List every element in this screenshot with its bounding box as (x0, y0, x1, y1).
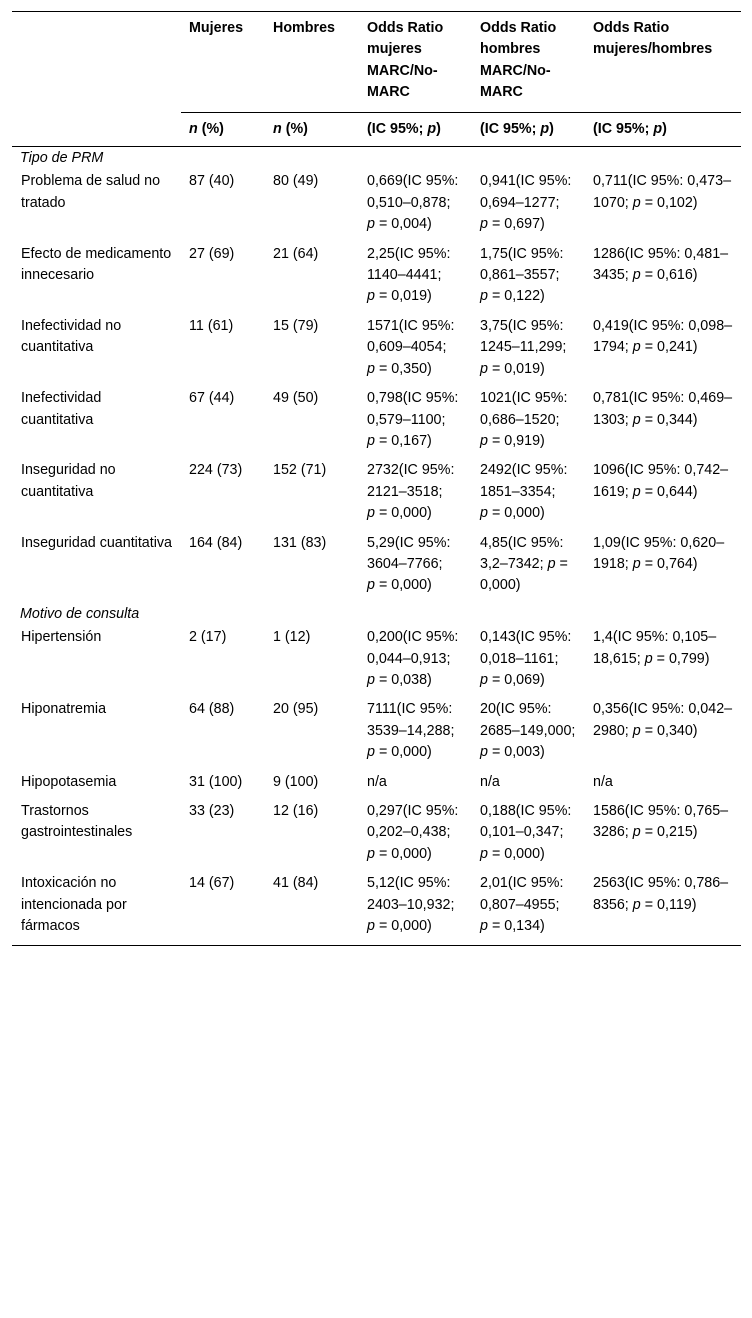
header-mujeres: Mujeres (181, 12, 265, 113)
p-symbol: p (632, 896, 641, 913)
p-symbol: p (480, 918, 488, 935)
p-symbol: p (480, 360, 488, 377)
table-header (12, 12, 741, 147)
header-unit-text: p (540, 120, 550, 137)
table-row (12, 242, 741, 314)
cell-or-hombres (472, 169, 585, 241)
header-unit-text: p (653, 120, 663, 137)
row-label: Inefectividad no cuantitativa (21, 317, 122, 356)
cell-or-mujeres-hombres (585, 770, 741, 799)
cell-hombres: 21 (64) (273, 245, 319, 262)
p-value-text: = 0,019) (378, 288, 432, 305)
row-label: Hipertensión (21, 629, 102, 646)
cell-or-mujeres (359, 871, 472, 946)
ci-text: 0,356(IC 95%: 0,042–2980; (593, 701, 733, 739)
cell-hombres: 152 (71) (273, 462, 327, 479)
section-title: Motivo de consulta (20, 605, 140, 622)
p-symbol: p (367, 845, 375, 862)
ci-text: 2492(IC 95%: 1851–3354; (480, 462, 568, 500)
p-symbol: p (632, 267, 641, 284)
header-unit-text: p (427, 120, 437, 137)
odds-ratio-table (12, 11, 741, 946)
p-symbol: p (480, 216, 488, 233)
ci-text: 0,419(IC 95%: 0,098–1794; (593, 317, 733, 356)
row-label: Trastornos gastrointestinales (21, 803, 133, 841)
p-value-text: = 0,122) (491, 288, 545, 305)
cell-hombres: 9 (100) (273, 773, 319, 790)
p-value-text: = 0,119) (644, 896, 697, 913)
p-symbol: p (367, 505, 375, 522)
row-label: Inseguridad no cuantitativa (21, 462, 116, 500)
ci-text: 4,85(IC 95%: 3,2–7342; (480, 534, 564, 572)
cell-mujeres: 2 (17) (189, 629, 227, 646)
ci-text: 5,29(IC 95%: 3604–7766; (367, 534, 451, 572)
header-unit-empty (12, 112, 181, 146)
ci-text: 2732(IC 95%: 2121–3518; (367, 462, 455, 500)
cell-or-mujeres-hombres (585, 799, 741, 871)
row-label: Hiponatremia (21, 701, 107, 718)
header-unit-text: ) (662, 120, 667, 137)
ci-text: 0,781(IC 95%: 0,469–1303; (593, 390, 733, 428)
header-cell-empty (12, 12, 181, 113)
cell-or-mujeres (359, 770, 472, 799)
p-value-text: = 0,000) (378, 577, 432, 594)
p-symbol: p (480, 505, 488, 522)
header-or-mujeres-hombres: Odds Ratio mujeres/hombres (585, 12, 741, 113)
p-symbol: p (632, 339, 641, 356)
p-value-text: = 0,004) (378, 216, 432, 233)
p-symbol: p (367, 360, 375, 377)
header-unit-or-hombres (472, 112, 585, 146)
ci-text: 1096(IC 95%: 0,742–1619; (593, 462, 729, 500)
p-value-text: = 0,038) (378, 671, 432, 688)
cell-or-mujeres (359, 169, 472, 241)
p-value-text: = 0,003) (491, 744, 545, 761)
cell-or-mujeres-hombres (585, 169, 741, 241)
cell-or-mujeres-hombres (585, 625, 741, 697)
table-row (12, 770, 741, 799)
ci-text: 0,188(IC 95%: 0,101–0,347; (480, 803, 572, 841)
header-unit-text: (%) (197, 120, 224, 137)
p-value-text: = 0,644) (644, 483, 698, 500)
cell-hombres: 20 (95) (273, 701, 319, 718)
header-unit-or-mujeres (359, 112, 472, 146)
cell-hombres: 41 (84) (265, 871, 359, 946)
p-symbol: p (632, 555, 641, 572)
p-value-text: = 0,069) (491, 671, 545, 688)
table-row (12, 799, 741, 871)
p-symbol: p (632, 411, 641, 428)
p-value-text: = 0,241) (644, 339, 698, 356)
ci-text: 1,09(IC 95%: 0,620–1918; (593, 534, 725, 572)
p-value-text: = 0,340) (644, 722, 698, 739)
ci-text: n/a (480, 773, 500, 790)
header-row-titles (12, 12, 741, 113)
ci-text: 3,75(IC 95%: 1245–11,299; (480, 317, 567, 356)
p-value-text: = 0,000) (491, 845, 545, 862)
cell-or-mujeres-hombres (585, 314, 741, 386)
p-symbol: p (480, 845, 488, 862)
cell-hombres: 1 (12) (273, 629, 311, 646)
p-symbol: p (480, 744, 488, 761)
cell-or-hombres (472, 242, 585, 314)
p-symbol: p (632, 722, 641, 739)
p-symbol: p (367, 918, 375, 935)
cell-or-hombres (472, 799, 585, 871)
ci-text: 1586(IC 95%: 0,765–3286; (593, 803, 729, 841)
table-row (12, 314, 741, 386)
p-value-text: = 0,919) (491, 432, 545, 449)
p-value-text: = 0,000) (491, 505, 545, 522)
cell-or-hombres (472, 625, 585, 697)
cell-hombres: 15 (79) (273, 317, 319, 334)
cell-or-mujeres (359, 625, 472, 697)
cell-or-mujeres-hombres (585, 386, 741, 458)
cell-hombres: 12 (16) (273, 803, 319, 819)
p-symbol: p (480, 288, 488, 305)
header-unit-mujeres (181, 112, 265, 146)
header-unit-text: (IC 95%; (480, 120, 541, 137)
p-symbol: p (547, 555, 556, 572)
p-symbol: p (367, 671, 375, 688)
ci-text: 5,12(IC 95%: 2403–10,932; (367, 875, 455, 913)
ci-text: 0,200(IC 95%: 0,044–0,913; (367, 629, 459, 667)
table-body (12, 147, 741, 946)
header-unit-text: n (189, 120, 198, 137)
cell-or-mujeres-hombres (585, 697, 741, 769)
p-value-text: = 0,019) (491, 360, 545, 377)
p-value-text: = 0,134) (491, 918, 545, 935)
cell-or-hombres (472, 531, 585, 603)
cell-or-mujeres (359, 531, 472, 603)
p-symbol: p (480, 671, 488, 688)
table-row (12, 697, 741, 769)
ci-text: 20(IC 95%: 2685–149,000; (480, 701, 576, 739)
p-value-text: = 0,000) (378, 505, 432, 522)
ci-text: 7111(IC 95%: 3539–14,288; (367, 701, 455, 739)
header-unit-text: n (273, 120, 282, 137)
cell-or-mujeres (359, 386, 472, 458)
ci-text: 1571(IC 95%: 0,609–4054; (367, 317, 455, 356)
p-symbol: p (367, 288, 375, 305)
table-row (12, 625, 741, 697)
cell-or-mujeres-hombres (585, 458, 741, 530)
header-unit-text: ) (549, 120, 554, 137)
table-row (12, 871, 741, 946)
row-label: Hipopotasemia (21, 773, 117, 790)
p-value-text: = 0,000) (480, 555, 568, 594)
p-symbol: p (632, 824, 641, 841)
cell-or-mujeres-hombres (585, 531, 741, 603)
cell-mujeres: 33 (23) (189, 803, 235, 819)
header-or-hombres: Odds Ratio hombres MARC/No-MARC (472, 12, 585, 113)
cell-or-hombres (472, 386, 585, 458)
ci-text: 0,669(IC 95%: 0,510–0,878; (367, 173, 459, 211)
row-label: Inefectividad cuantitativa (21, 390, 102, 428)
header-hombres: Hombres (265, 12, 359, 113)
section-title: Tipo de PRM (20, 150, 104, 167)
cell-or-hombres (472, 871, 585, 946)
table-row (12, 386, 741, 458)
header-or-mujeres: Odds Ratio mujeres MARC/No-MARC (359, 12, 472, 113)
cell-or-hombres (472, 697, 585, 769)
ci-text: 2,25(IC 95%: 1140–4441; (367, 245, 451, 284)
table-row (12, 458, 741, 530)
cell-or-mujeres-hombres (585, 242, 741, 314)
p-value-text: = 0,102) (644, 194, 698, 211)
header-unit-text: (%) (281, 120, 308, 137)
p-value-text: = 0,616) (644, 267, 698, 284)
cell-or-mujeres (359, 242, 472, 314)
cell-hombres: 49 (50) (273, 390, 319, 407)
cell-mujeres: 14 (67) (181, 871, 265, 946)
p-value-text: = 0,350) (378, 360, 432, 377)
p-value-text: = 0,000) (378, 918, 432, 935)
row-label: Inseguridad cuantitativa (21, 534, 173, 551)
p-value-text: = 0,799) (656, 650, 710, 667)
cell-mujeres: 87 (40) (189, 173, 235, 190)
ci-text: n/a (593, 773, 613, 790)
p-symbol: p (632, 483, 641, 500)
cell-mujeres: 27 (69) (189, 245, 235, 262)
table-row (12, 531, 741, 603)
p-value-text: = 0,000) (378, 744, 432, 761)
ci-text: 0,798(IC 95%: 0,579–1100; (367, 390, 459, 428)
p-value-text: = 0,000) (378, 845, 432, 862)
header-unit-text: (IC 95%; (593, 120, 654, 137)
ci-text: 1,75(IC 95%: 0,861–3557; (480, 245, 564, 284)
ci-text: n/a (367, 773, 387, 790)
header-unit-or-mujeres-hombres (585, 112, 741, 146)
header-unit-hombres (265, 112, 359, 146)
p-symbol: p (367, 744, 375, 761)
cell-mujeres: 31 (100) (189, 773, 243, 790)
table-row (12, 169, 741, 241)
p-value-text: = 0,697) (491, 216, 545, 233)
p-symbol: p (644, 650, 653, 667)
ci-text: 0,297(IC 95%: 0,202–0,438; (367, 803, 459, 841)
p-value-text: = 0,764) (644, 555, 698, 572)
p-symbol: p (480, 432, 488, 449)
section-header-row (12, 147, 741, 170)
ci-text: 0,143(IC 95%: 0,018–1161; (480, 629, 572, 667)
p-symbol: p (367, 432, 375, 449)
cell-hombres: 80 (49) (273, 173, 319, 190)
p-value-text: = 0,215) (644, 824, 698, 841)
ci-text: 0,941(IC 95%: 0,694–1277; (480, 173, 572, 211)
cell-hombres: 131 (83) (273, 534, 327, 551)
ci-text: 1021(IC 95%: 0,686–1520; (480, 390, 568, 428)
row-label: Problema de salud no tratado (21, 173, 161, 211)
p-symbol: p (367, 577, 375, 594)
row-label: Intoxicación no intencionada por fármacos (12, 871, 181, 946)
row-label: Efecto de medicamento innecesario (21, 245, 172, 284)
ci-text: 0,711(IC 95%: 0,473–1070; (593, 173, 732, 211)
cell-mujeres: 64 (88) (189, 701, 235, 718)
ci-text: 1286(IC 95%: 0,481–3435; (593, 245, 729, 284)
section-header-row (12, 603, 741, 625)
p-value-text: = 0,167) (378, 432, 432, 449)
p-symbol: p (632, 194, 641, 211)
header-unit-text: (IC 95%; (367, 120, 428, 137)
cell-mujeres: 11 (61) (189, 317, 234, 334)
cell-mujeres: 224 (73) (189, 462, 243, 479)
results-table-container (12, 11, 741, 946)
ci-text: 2,01(IC 95%: 0,807–4955; (480, 875, 564, 913)
cell-mujeres: 164 (84) (189, 534, 243, 551)
cell-or-mujeres (359, 458, 472, 530)
cell-mujeres: 67 (44) (189, 390, 235, 407)
header-unit-text: ) (436, 120, 441, 137)
cell-or-hombres (472, 770, 585, 799)
cell-or-hombres (472, 314, 585, 386)
cell-or-hombres (472, 458, 585, 530)
cell-or-mujeres-hombres (585, 871, 741, 946)
cell-or-mujeres (359, 697, 472, 769)
ci-text: 1,4(IC 95%: 0,105–18,615; (593, 629, 717, 667)
p-symbol: p (367, 216, 375, 233)
cell-or-mujeres (359, 314, 472, 386)
header-row-units (12, 112, 741, 146)
ci-text: 2563(IC 95%: 0,786–8356; (593, 875, 729, 913)
p-value-text: = 0,344) (644, 411, 698, 428)
cell-or-mujeres (359, 799, 472, 871)
